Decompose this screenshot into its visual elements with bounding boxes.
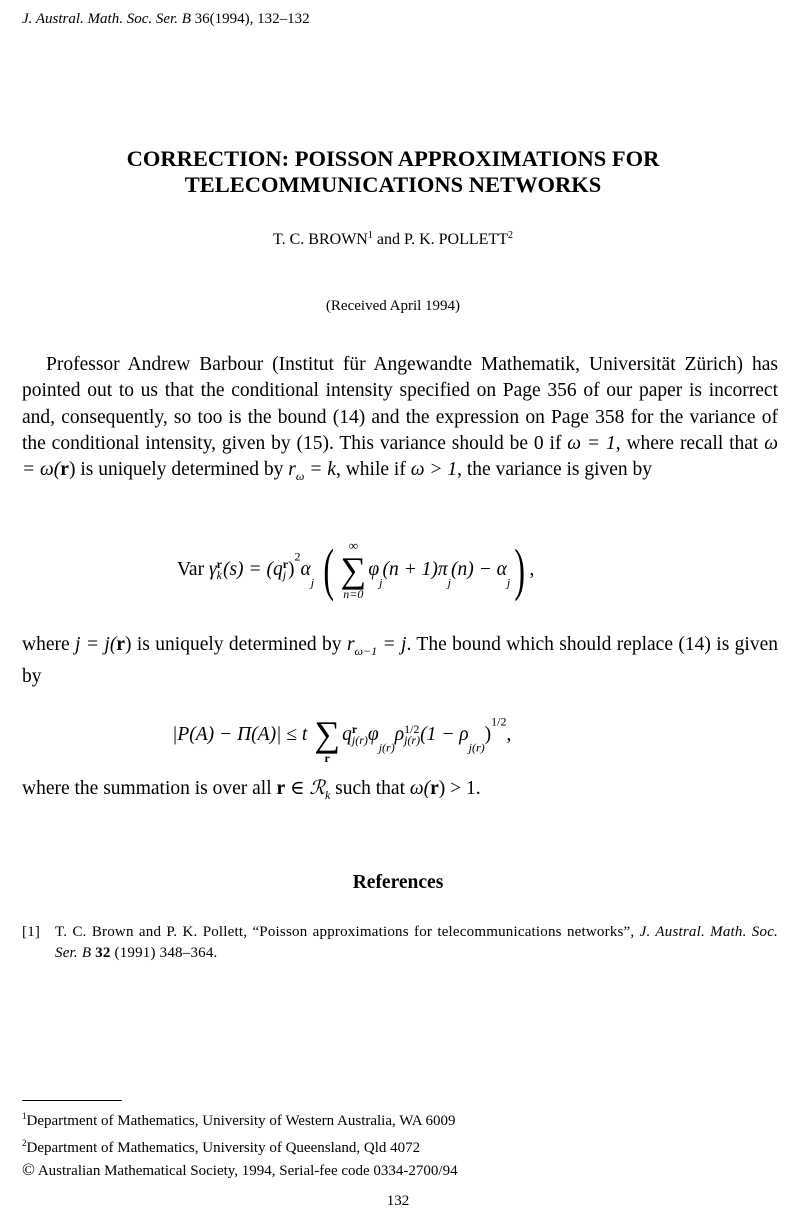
eq-paren: ): [288, 559, 295, 580]
copyright-text: Australian Mathematical Society, 1994, Serial-fee code 0334-2700/94: [34, 1163, 458, 1179]
author-1: T. C. BROWN: [273, 231, 368, 248]
eq-q-sup: r: [351, 722, 358, 736]
paper-title-line-1: CORRECTION: POISSON APPROXIMATIONS FOR: [126, 146, 660, 171]
sum-index: r: [324, 751, 330, 765]
text: , the variance is given by: [457, 459, 653, 481]
reference-number: [1]: [22, 924, 41, 940]
eq-term: (1 − ρ: [420, 724, 469, 745]
footnote-1: [22, 1106, 458, 1133]
eq-alpha: α: [300, 559, 311, 580]
eq-alpha-sub: j: [310, 575, 315, 590]
paper-title: [0, 146, 786, 198]
math-inline: = j: [377, 634, 407, 655]
eq-comma: ,: [506, 724, 512, 745]
math-inline: ω = ω(: [22, 432, 778, 481]
footnotes: [22, 1106, 458, 1183]
authors: [0, 230, 786, 249]
footnote-divider: [22, 1100, 122, 1101]
math-bold-r: r: [430, 778, 439, 799]
paper-title-line-2: TELECOMMUNICATIONS NETWORKS: [184, 172, 602, 197]
references-heading: References: [352, 872, 444, 893]
footnote-text: Department of Mathematics, University of Western Australia, WA 6009: [26, 1113, 456, 1129]
eq-phi: φ: [368, 559, 380, 580]
math-inline: ω(: [409, 778, 431, 799]
text: is uniquely determined by: [75, 459, 289, 481]
math-inline: ω = 1: [567, 432, 616, 454]
text: . The bound which should replace (14) is given by: [22, 634, 778, 688]
math-subscript: ω−1: [354, 644, 378, 658]
reference-item: [22, 922, 778, 964]
text: Professor Andrew Barbour (Institut für Angewandte Mathematik, Universität Zürich) has pointed out to us that the conditional intensity specified on Page 356 of our paper is incorrect and, consequently, so too is the bound (14) and the expression on Page 358 for the variance of the conditional intensity, given by (15). This variance should be 0 if: [22, 354, 778, 454]
eq-power: 1/2: [491, 714, 507, 729]
reference-text: T. C. Brown and P. K. Pollett, “Poisson approximations for telecommunications networks”,: [55, 924, 640, 940]
reference-volume: 32: [95, 945, 111, 961]
eq-q-sub: j: [282, 568, 287, 582]
eq-rho-sub: j(r): [468, 740, 485, 755]
copyright-icon: ©: [22, 1160, 35, 1179]
reference-journal: J. Austral. Math. Soc. Ser. B: [55, 924, 779, 961]
text: is uniquely determined by: [131, 634, 347, 655]
body-paragraph-1: [22, 352, 778, 489]
sigma-icon: ∑: [340, 550, 367, 590]
eq-gamma-sub: k: [216, 568, 222, 582]
footnote-text: Department of Mathematics, University of Queensland, Qld 4072: [26, 1139, 421, 1156]
eq-gamma: γ: [208, 559, 217, 580]
math-inline: ) > 1: [438, 778, 476, 799]
author-2-footnote-mark: 2: [507, 230, 513, 241]
reference-rest: (1991) 348–364.: [110, 945, 218, 961]
eq-alpha-sub: j: [506, 575, 511, 590]
body-paragraph-2: [22, 632, 778, 691]
eq-phi-sub: j: [379, 575, 383, 590]
eq-phi-sub: j(r): [378, 740, 395, 755]
text: .: [475, 778, 481, 799]
eq-summation: [338, 540, 368, 600]
math-inline: j = j(: [75, 634, 117, 655]
sigma-icon: ∑: [314, 714, 340, 754]
text: where the summation is over all: [22, 778, 277, 799]
page-number: 132: [386, 1193, 410, 1209]
eq-q-sub: j(r): [351, 733, 368, 747]
running-head: [22, 11, 310, 28]
eq-right-big-paren: ): [514, 537, 526, 602]
eq-pi-sub: j: [447, 575, 451, 590]
eq-term: (n) − α: [450, 559, 507, 580]
math-script-r: ℛ: [309, 778, 325, 799]
text: , while if: [335, 459, 411, 481]
eq-lhs-arg: (s) = (q: [222, 559, 283, 580]
author-1-footnote-mark: 1: [367, 230, 373, 241]
eq-q-sup: r: [282, 557, 289, 571]
math-subscript: ω: [295, 469, 305, 484]
eq-lhs: |P(A) − Π(A)| ≤ t: [172, 724, 308, 745]
received-date: (Received April 1994): [325, 298, 461, 314]
eq-term: (n + 1)π: [382, 559, 448, 580]
math-inline: ): [124, 634, 132, 655]
eq-rho-sup: 1/2: [404, 722, 420, 736]
eq-rho: ρ: [394, 724, 405, 745]
eq-rho-sub: j(r): [404, 733, 421, 747]
eq-q: q: [342, 724, 352, 745]
text: , where recall that: [615, 432, 765, 454]
math-bold-r: r: [276, 778, 286, 799]
footnote-mark: 2: [22, 1137, 27, 1148]
equation-variance: [0, 537, 786, 616]
eq-comma: ,: [529, 559, 535, 580]
text: such that: [330, 778, 410, 799]
authors-conjunction: and: [372, 231, 404, 248]
eq-power: 2: [294, 549, 301, 564]
math-inline: r: [288, 459, 296, 481]
running-head-journal: J. Austral. Math. Soc. Ser. B: [22, 11, 191, 27]
math-subscript: k: [324, 788, 331, 802]
sum-upper-limit: ∞: [348, 538, 358, 553]
eq-gamma-sup: r: [216, 557, 222, 571]
eq-summation: [312, 716, 342, 764]
body-paragraph-3: [22, 776, 778, 808]
author-2: P. K. POLLETT: [403, 231, 508, 248]
math-inline: r: [346, 634, 355, 655]
math-inline: = k: [304, 459, 336, 481]
eq-left-big-paren: (: [323, 537, 334, 602]
eq-var-label: Var: [177, 559, 209, 580]
text: where: [22, 634, 76, 655]
eq-paren: ): [484, 724, 492, 745]
footnote-mark: 1: [22, 1111, 27, 1121]
footnote-2: [22, 1133, 458, 1160]
math-bold-r: r: [60, 459, 69, 481]
math-bold-r: r: [116, 634, 125, 655]
copyright-line: [22, 1159, 458, 1183]
math-inline: ω > 1: [410, 459, 458, 481]
eq-phi: φ: [367, 724, 379, 745]
math-inline: ∈: [285, 778, 310, 799]
sum-lower-limit: n=0: [343, 587, 364, 601]
running-head-volume: 36(1994), 132–132: [194, 11, 310, 27]
math-inline: ): [68, 459, 76, 481]
equation-bound: [0, 706, 786, 766]
